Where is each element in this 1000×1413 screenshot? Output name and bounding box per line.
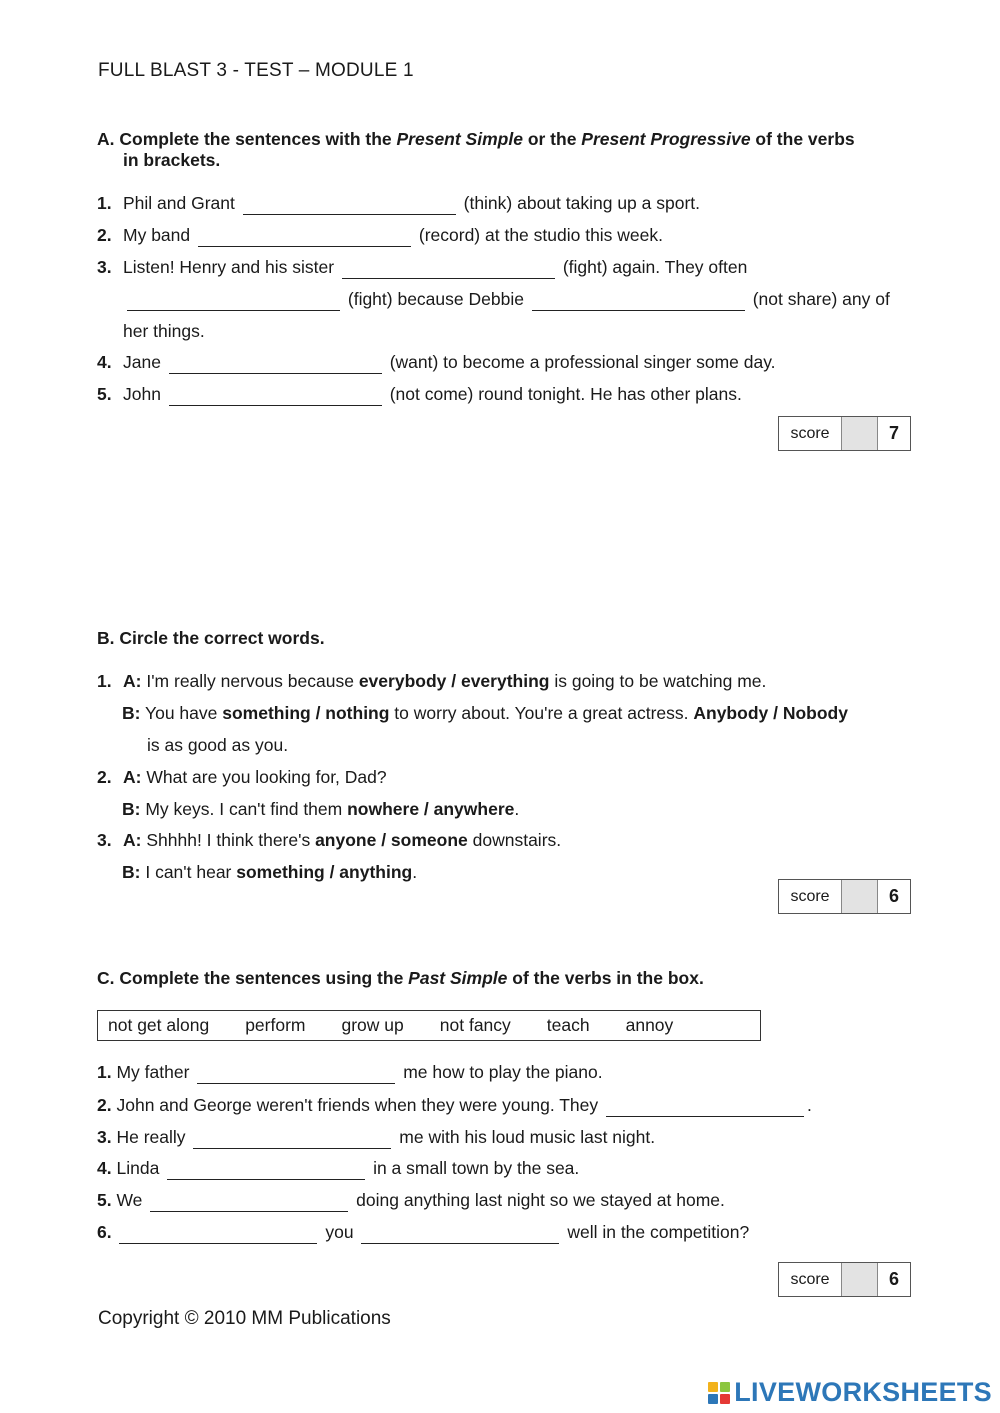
- answer-c1-input[interactable]: [197, 1066, 395, 1084]
- choice-b2[interactable]: nowhere / anywhere: [347, 799, 515, 819]
- section-a-heading: A. Complete the sentences with the Present Simple or the Present Progressive of the verbs: [97, 129, 855, 149]
- score-box-b: [778, 879, 911, 914]
- score-a-input[interactable]: [842, 417, 881, 452]
- answer-a3b-input[interactable]: [127, 293, 340, 311]
- word-box: [97, 1010, 761, 1041]
- answer-c6b-input[interactable]: [361, 1226, 559, 1244]
- section-b-item-2a: 2. A: What are you looking for, Dad?: [97, 767, 387, 787]
- section-a-item-3: 3. Listen! Henry and his sister (fight) again. They often: [97, 257, 748, 277]
- section-a-item-3-line2: (fight) because Debbie (not share) any of: [123, 288, 890, 311]
- word-box-item: not fancy: [439, 1015, 511, 1035]
- answer-a3c-input[interactable]: [532, 293, 745, 311]
- section-a-item-3-line3: her things.: [123, 321, 205, 341]
- brand-name: LIVEWORKSHEETS: [734, 1377, 992, 1407]
- answer-c4-input[interactable]: [167, 1162, 365, 1180]
- choice-b3b[interactable]: something / anything: [236, 862, 413, 882]
- word-box-item: not get along: [108, 1015, 210, 1035]
- copyright: Copyright © 2010 MM Publications: [98, 1308, 391, 1329]
- score-c-input[interactable]: [842, 1263, 881, 1298]
- section-a-heading-line2: in brackets.: [123, 150, 221, 170]
- choice-b1b[interactable]: something / nothing: [222, 703, 390, 723]
- section-c-item-3: 3. He really me with his loud music last night.: [97, 1127, 656, 1147]
- section-a-item-4: 4. Jane (want) to become a professional singer some day.: [97, 352, 776, 372]
- answer-a4-input[interactable]: [169, 356, 382, 374]
- section-b-item-1a: 1. A: I'm really nervous because everybody / everything is going to be watching me.: [97, 671, 767, 691]
- section-b-item-2b: B: My keys. I can't find them nowhere / anywhere.: [122, 799, 520, 819]
- score-label: score: [779, 417, 842, 450]
- answer-a1-input[interactable]: [243, 197, 456, 215]
- answer-c6a-input[interactable]: [119, 1226, 317, 1244]
- section-c-item-1: 1. My father me how to play the piano.: [97, 1062, 603, 1082]
- section-c-item-2: 2. John and George weren't friends when they were young. They .: [97, 1095, 812, 1115]
- choice-b3a[interactable]: anyone / someone: [315, 830, 468, 850]
- section-a-item-1: 1. Phil and Grant (think) about taking up a sport.: [97, 193, 701, 213]
- score-label: score: [779, 880, 842, 913]
- answer-a2-input[interactable]: [198, 229, 411, 247]
- word-box-item: grow up: [341, 1015, 404, 1035]
- score-b-input[interactable]: [842, 880, 881, 915]
- choice-b1c[interactable]: Anybody / Nobody: [693, 703, 848, 723]
- section-b-heading: B. Circle the correct words.: [97, 628, 325, 648]
- logo-icon: [708, 1382, 730, 1404]
- word-box-item: teach: [546, 1015, 590, 1035]
- word-box-item: perform: [245, 1015, 306, 1035]
- section-c-heading: C. Complete the sentences using the Past Simple of the verbs in the box.: [97, 968, 704, 988]
- score-max: 6: [888, 886, 899, 906]
- word-box-item: annoy: [625, 1015, 674, 1035]
- answer-a3a-input[interactable]: [342, 261, 555, 279]
- score-max: 7: [888, 423, 899, 443]
- score-max: 6: [888, 1269, 899, 1289]
- section-a-item-2: 2. My band (record) at the studio this week.: [97, 225, 664, 245]
- answer-c2-input[interactable]: [606, 1099, 804, 1117]
- score-box-c: [778, 1262, 911, 1297]
- section-b-item-1b-line2: is as good as you.: [147, 735, 289, 755]
- choice-b1a[interactable]: everybody / everything: [358, 671, 550, 691]
- answer-a5-input[interactable]: [169, 388, 382, 406]
- section-b-item-1b: B: You have something / nothing to worry about. You're a great actress. Anybody / Nobody: [122, 703, 848, 723]
- answer-c3-input[interactable]: [193, 1131, 391, 1149]
- answer-c5-input[interactable]: [150, 1194, 348, 1212]
- section-c-item-4: 4. Linda in a small town by the sea.: [97, 1158, 580, 1178]
- section-b-item-3b: B: I can't hear something / anything.: [122, 862, 418, 882]
- liveworksheets-logo: [708, 1377, 992, 1408]
- score-label: score: [779, 1263, 842, 1296]
- section-b-item-3a: 3. A: Shhhh! I think there's anyone / someone downstairs.: [97, 830, 562, 850]
- score-box-a: [778, 416, 911, 451]
- section-c-item-5: 5. We doing anything last night so we stayed at home.: [97, 1190, 725, 1210]
- page-title: FULL BLAST 3 - TEST – MODULE 1: [98, 60, 414, 81]
- section-c-item-6: 6. you well in the competition?: [97, 1222, 750, 1242]
- section-a-item-5: 5. John (not come) round tonight. He has other plans.: [97, 384, 742, 404]
